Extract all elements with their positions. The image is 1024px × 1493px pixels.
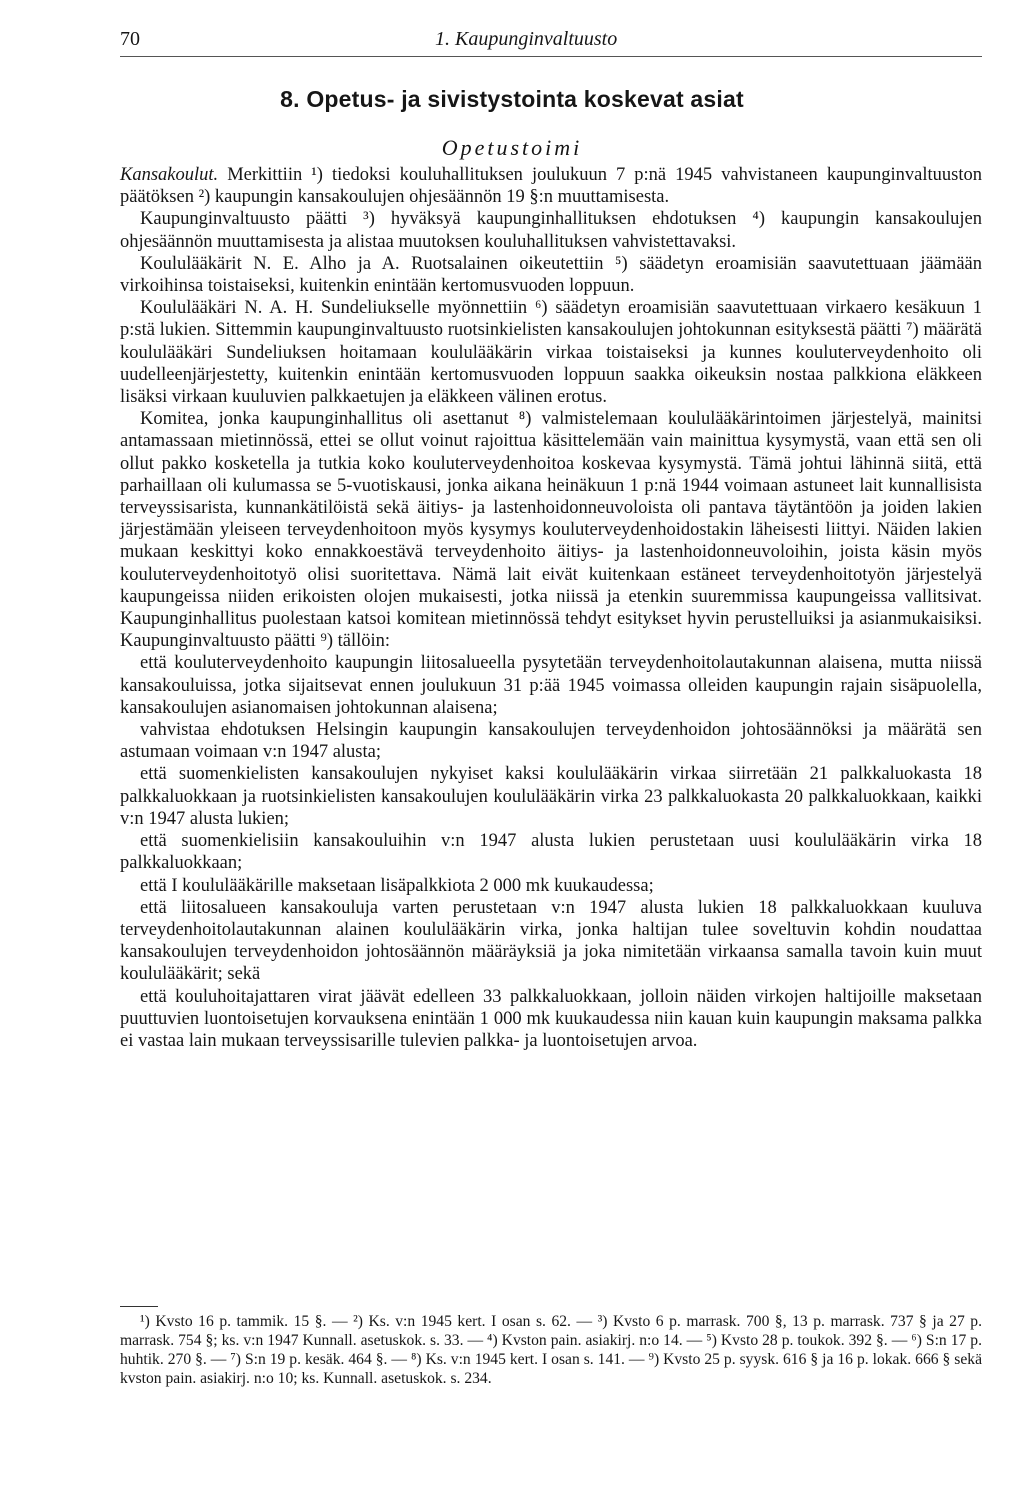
footnote-divider	[120, 1306, 158, 1307]
paragraph: Koululääkärit N. E. Alho ja A. Ruotsalainen oikeutettiin ⁵) säädetyn eroamisiän saavutettuaan jäämään virkoihinsa toistaiseksi, kuitenkin enintään kertomusvuoden loppuun.	[120, 253, 982, 297]
section-title: 8. Opetus- ja sivistystointa koskevat asiat	[280, 86, 744, 112]
footnotes	[120, 1312, 982, 1388]
running-title: 1. Kaupunginvaltuusto	[435, 28, 618, 50]
paragraph: Koululääkäri N. A. H. Sundeliukselle myönnettiin ⁶) säädetyn eroamisiän saavutettuaan virkaero kesäkuun 1 p:stä lukien. Sittemmin kaupunginvaltuusto ruotsinkielisten kansakoulujen johtokunnan esityksestä päätti ⁷) määrätä koululääkäri Sundeliuksen hoitamaan koululääkärin virkaa toistaiseksi ja kunnes kouluterveydenhoito oli uudelleenjärjestetty, kuitenkin enintään kertomusvuoden loppuun saakka oikeuksin nostaa palkkiona eläkkeen lisäksi virkaan kuuluvien palkkaetujen ja eläkkeen välinen erotus.	[120, 298, 982, 408]
running-header	[120, 20, 982, 57]
paragraph: Komitea, jonka kaupunginhallitus oli asettanut ⁸) valmistelemaan koululääkärintoimen järjestelyä, mainitsi antamassaan mietinnössä, ettei se ollut voinut rajoittua käsittelemään vain mainittua kysymystä, vaan että sen oli ollut pakko kosketella ja tutkia koko kouluterveydenhoitoa koskevaa kysymystä. Tämä johtui lähinnä siitä, että parhaillaan oli kulumassa se 5-vuotiskausi, jonka aikana heinäkuun 1 p:nä 1944 voimaan astuneet lait kunnallisista terveyssisarista, kunnankätilöistä sekä äitiys- ja lastenhoidonneuvoloista oli pantava täytäntöön ja joiden lakien järjestämään yleiseen terveydenhoitoon myös kysymys kouluterveydenhoidostakin läheisesti liittyi. Näiden lakien mukaan keskittyi koko ennakkoestävä terveydenhoito äitiys- ja lastenhoidonneuvoloihin, joista käsin myös kouluterveydenhoitotyö olisi suoritettava. Nämä lait eivät kuitenkaan estäneet terveydenhoitotyön järjestelyä kaupungeissa niiden erikoisten olojen mukaisesti, jotka niissä ja etenkin suuremmissa kaupungeissa vallitsivat. Kaupunginhallitus puolestaan katsoi komitean mietinnössä tehdyt esitykset hyvin perustelluiksi ja asianmukaisiksi. Kaupunginvaltuusto päätti ⁹) tällöin:	[120, 409, 982, 652]
run-in-heading: Kansakoulut.	[120, 165, 219, 185]
decision-item: että suomenkielisten kansakoulujen nykyiset kaksi koululääkärin virkaa siirretään 21 palkkaluokasta 18 palkkaluokkaan ja ruotsinkielisten kansakoulujen koululääkärin virka 23 palkkaluokasta 20 palkkaluokkaan, kaikki v:n 1947 alusta lukien;	[120, 764, 982, 829]
page-number: 70	[120, 28, 140, 50]
subsection-title: Opetustoimi	[441, 135, 583, 160]
decision-item: että liitosalueen kansakouluja varten perustetaan v:n 1947 alusta lukien 18 palkkaluokkaan kuuluva terveydenhoitolautakunnan alainen koululääkärin virka, jonka haltijan tulee soveltuvin kohdin noudattaa kansakoulujen terveydenhoidon johtosäännön määräyksiä ja joka nimitetään virkaansa samalla tavoin kuin muut koululääkärit; sekä	[120, 897, 982, 985]
paragraph-text: Merkittiin ¹) tiedoksi kouluhallituksen joulukuun 7 p:nä 1945 vahvistaneen kaupunginvaltuuston päätöksen ²) kaupungin kansakoulujen ohjesäännön 19 §:n muuttamisesta.	[120, 165, 982, 208]
footnote-text: ¹) Kvsto 16 p. tammik. 15 §. — ²) Ks. v:n 1945 kert. I osan s. 62. — ³) Kvsto 6 p. marrask. 700 §, 13 p. marrask. 737 § ja 27 p. marrask. 754 §; ks. v:n 1947 Kunnall. asetuskok. s. 33. — ⁴) Kvston pain. asiakirj. n:o 14. — ⁵) Kvsto 28 p. toukok. 392 §. — ⁶) S:n 17 p. huhtik. 270 §. — ⁷) S:n 19 p. kesäk. 464 §. — ⁸) Ks. v:n 1945 kert. I osan s. 141. — ⁹) Kvsto 25 p. syysk. 616 § ja 16 p. lokak. 666 § sekä kvston pain. asiakirj. n:o 10; ks. Kunnall. asetuskok. s. 234.	[120, 1313, 982, 1387]
decision-item: että suomenkielisiin kansakouluihin v:n 1947 alusta lukien perustetaan uusi koululääkärin virka 18 palkkaluokkaan;	[120, 831, 982, 874]
paragraph	[120, 164, 982, 208]
decision-item: että kouluterveydenhoito kaupungin liitosalueella pysytetään terveydenhoitolautakunnan alaisena, mutta niissä kansakouluissa, jotka sijaitsevat ennen joulukuun 31 p:ää 1945 voimassa olleiden kaupungin rajain sisäpuolella, kansakoulujen asianomaisen johtokunnan alaisena;	[120, 653, 982, 718]
body-text	[120, 164, 982, 1052]
decision-item: että I koululääkärille maksetaan lisäpalkkiota 2 000 mk kuukaudessa;	[140, 875, 654, 896]
decision-item: että kouluhoitajattaren virat jäävät edelleen 33 palkkaluokkaan, jolloin näiden virkojen haltijoille maksetaan puuttuvien luontoisetujen korvauksena enintään 1 000 mk kuukaudessa niin kauan kuin kaupungin maksama palkka ei vastaa lain mukaan terveyssisarille tulevien palkka- ja luontoisetujen arvoa.	[120, 986, 982, 1051]
paragraph: Kaupunginvaltuusto päätti ³) hyväksyä kaupunginhallituksen ehdotuksen ⁴) kaupungin kansakoulujen ohjesäännön muuttamisesta ja alistaa muutoksen kouluhallituksen vahvistettavaksi.	[120, 209, 982, 252]
decision-item: vahvistaa ehdotuksen Helsingin kaupungin kansakoulujen terveydenhoidon johtosäännöksi ja määrätä sen astumaan voimaan v:n 1947 alusta;	[120, 720, 982, 763]
